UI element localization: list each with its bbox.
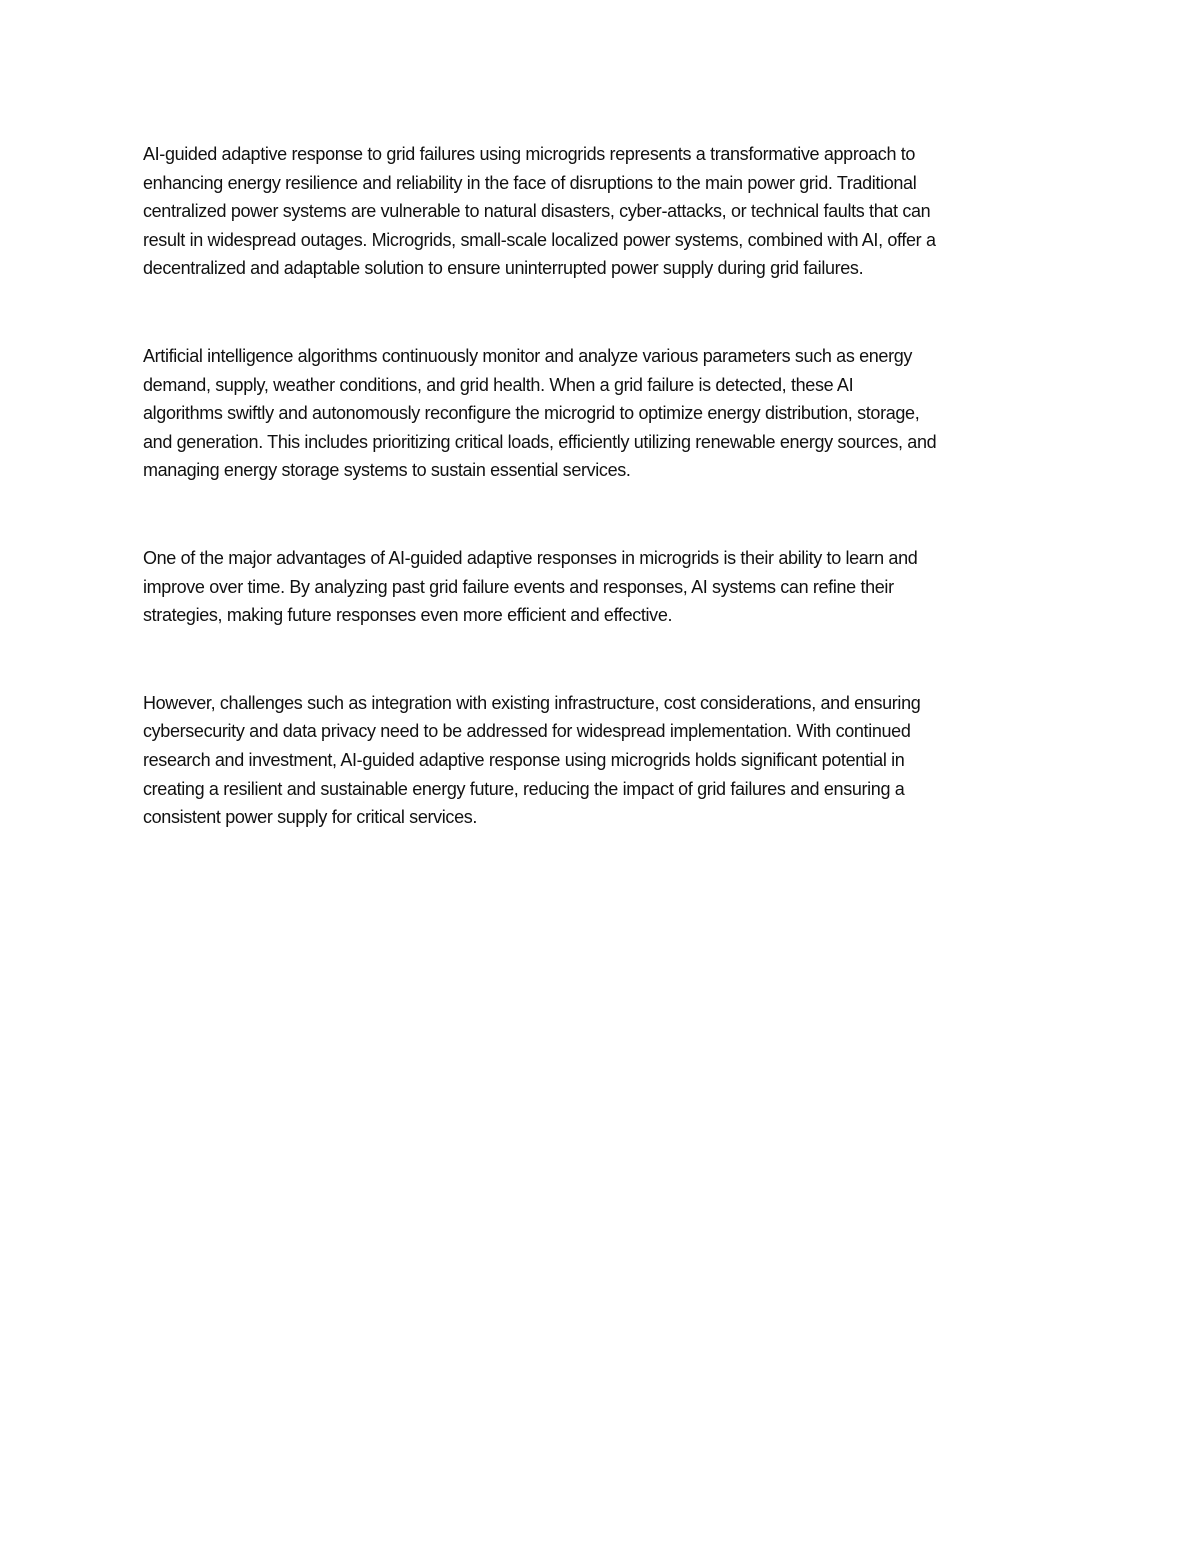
paragraph-line: research and investment, AI-guided adaptive response using microgrids holds significant potential in: [143, 749, 905, 770]
paragraph-line: Artificial intelligence algorithms continuously monitor and analyze various parameters such as energy: [143, 345, 913, 366]
paragraph-line: consistent power supply for critical services.: [143, 807, 478, 828]
paragraph-line: AI-guided adaptive response to grid failures using microgrids represents a transformative approach to: [143, 144, 916, 164]
paragraph-line: managing energy storage systems to sustain essential services.: [143, 460, 631, 481]
paragraph-line: algorithms swiftly and autonomously reconfigure the microgrid to optimize energy distribution, storage,: [143, 403, 920, 424]
document-body: [143, 140, 1063, 832]
paragraph-line: One of the major advantages of AI-guided adaptive responses in microgrids is their ability to learn and: [143, 547, 918, 568]
paragraph-line: centralized power systems are vulnerable to natural disasters, cyber-attacks, or technical faults that can: [143, 201, 931, 222]
paragraph-line: enhancing energy resilience and reliability in the face of disruptions to the main power grid. Traditional: [143, 172, 917, 193]
paragraph-advantages: [143, 544, 1063, 630]
paragraph-line: strategies, making future responses even more efficient and effective.: [143, 605, 673, 626]
paragraph-intro: [143, 140, 1063, 283]
paragraph-line: decentralized and adaptable solution to ensure uninterrupted power supply during grid failures.: [143, 258, 864, 279]
paragraph-line: result in widespread outages. Microgrids, small-scale localized power systems, combined with AI, offer a: [143, 229, 936, 250]
paragraph-ai-algorithms: [143, 342, 1063, 485]
paragraph-line: demand, supply, weather conditions, and grid health. When a grid failure is detected, these AI: [143, 374, 854, 395]
paragraph-line: creating a resilient and sustainable energy future, reducing the impact of grid failures and ensuring a: [143, 778, 905, 799]
paragraph-line: However, challenges such as integration with existing infrastructure, cost considerations, and ensuring: [143, 692, 921, 713]
paragraph-challenges: [143, 689, 1063, 832]
paragraph-line: and generation. This includes prioritizing critical loads, efficiently utilizing renewable energy sources, and: [143, 431, 937, 452]
paragraph-line: cybersecurity and data privacy need to be addressed for widespread implementation. With continued: [143, 721, 911, 742]
paragraph-line: improve over time. By analyzing past grid failure events and responses, AI systems can refine their: [143, 576, 894, 597]
